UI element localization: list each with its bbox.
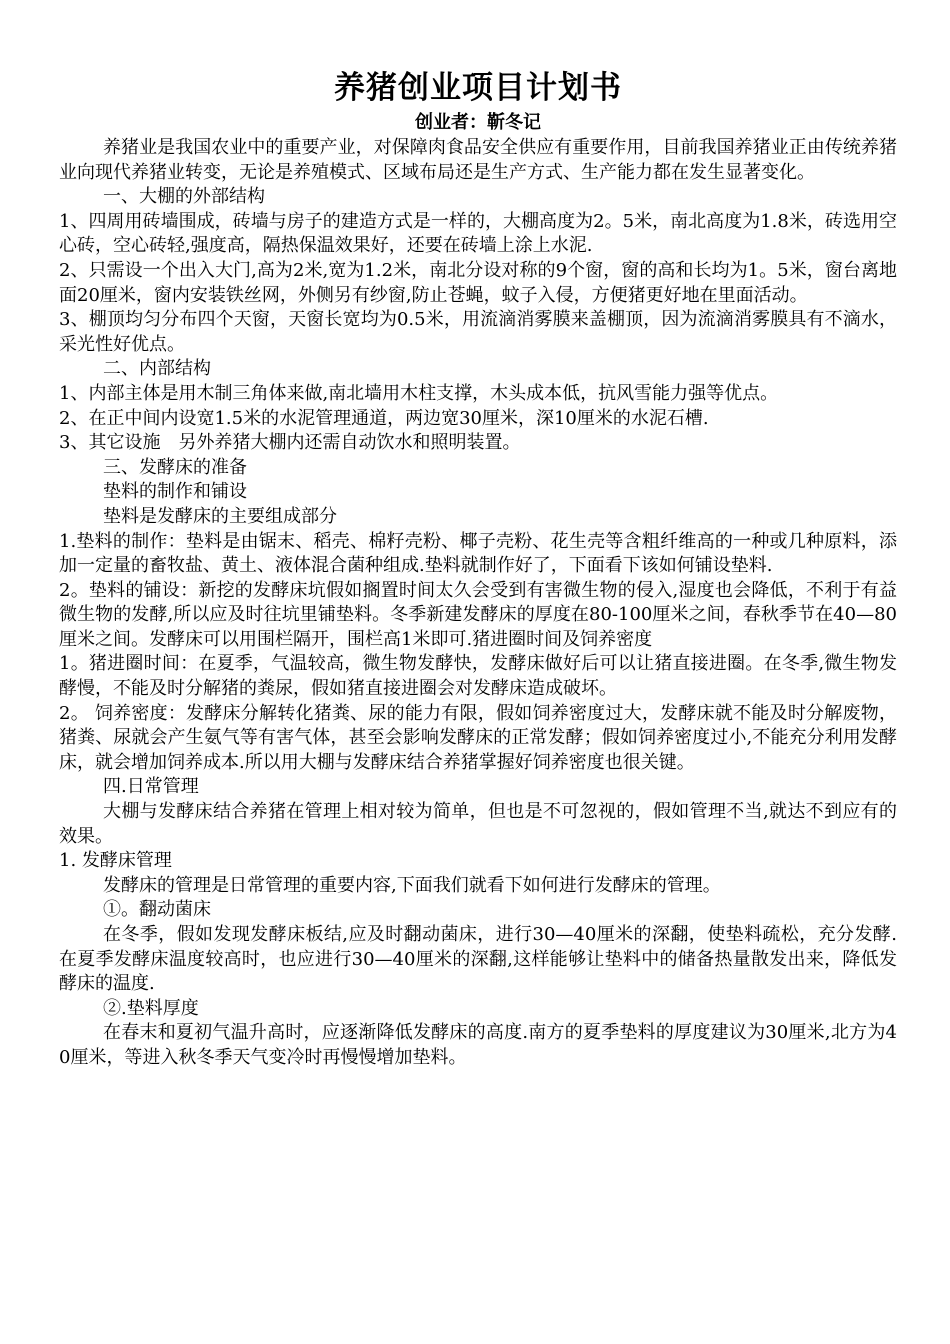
paragraph: ①。翻动菌床 (103, 899, 211, 921)
paragraph: 在春末和夏初气温升高时，应逐渐降低发酵床的高度.南方的夏季垫料的厚度建议为30厘米,北方为40厘米，等进入秋冬季天气变冷时再慢慢增加垫料。 (59, 1022, 897, 1068)
paragraph: 3、其它设施 另外养猪大棚内还需自动饮水和照明装置。 (59, 432, 521, 454)
paragraph: 2。 饲养密度：发酵床分解转化猪粪、尿的能力有限，假如饲养密度过大，发酵床就不能及时分解废物，猪粪、尿就会产生氨气等有害气体，甚至会影响发酵床的正常发酵；假如饲养密度过小,不能充分利用发酵床，就会增加饲养成本.所以用大棚与发酵床结合养猪掌握好饲养密度也很关键。 (59, 702, 897, 773)
paragraph: 1、四周用砖墙围成，砖墙与房子的建造方式是一样的，大棚高度为2。5米，南北高度为1.8米，砖选用空心砖，空心砖轻,强度高，隔热保温效果好，还要在砖墙上涂上水泥. (59, 210, 897, 257)
paragraph: 2、只需设一个出入大门,高为2米,宽为1.2米，南北分设对称的9个窗，窗的高和长均为1。5米，窗台离地面20厘米，窗内安装铁丝网，外侧另有纱窗,防止苍蝇，蚊子入侵，方便猪更好地在里面活动。 (59, 259, 897, 306)
paragraph: 四.日常管理 (103, 776, 199, 798)
paragraph: 二、内部结构 (103, 358, 211, 380)
paragraph: 养猪业是我国农业中的重要产业，对保障肉食品安全供应有重要作用，目前我国养猪业正由传统养猪业向现代养猪业转变，无论是养殖模式、区域布局还是生产方式、生产能力都在发生显著变化。 (59, 137, 897, 183)
paragraph: 1、内部主体是用木制三角体来做,南北墙用木柱支撑，木头成本低，抗风雪能力强等优点。 (59, 382, 779, 404)
document-title: 养猪创业项目计划书 (334, 70, 622, 106)
paragraph: 垫料的制作和铺设 (103, 481, 247, 503)
paragraph: 大棚与发酵床结合养猪在管理上相对较为简单，但也是不可忽视的，假如管理不当,就达不到应有的效果。 (59, 801, 897, 847)
paragraph: 2、在正中间内设宽1.5米的水泥管理通道，两边宽30厘米，深10厘米的水泥石槽. (59, 407, 709, 429)
paragraph: 发酵床的管理是日常管理的重要内容,下面我们就看下如何进行发酵床的管理。 (103, 874, 721, 896)
paragraph: 1.垫料的制作：垫料是由锯末、稻壳、棉籽壳粉、椰子壳粉、花生壳等含粗纤维高的一种或几种原料，添加一定量的畜牧盐、黄土、液体混合菌种组成.垫料就制作好了，下面看下该如何铺设垫料. (59, 530, 897, 577)
paragraph: 3、棚顶均匀分布四个天窗，天窗长宽均为0.5米，用流滴消雾膜来盖棚顶，因为流滴消雾膜具有不滴水，采光性好优点。 (59, 309, 897, 355)
paragraph: 1。猪进圈时间：在夏季，气温较高，微生物发酵快，发酵床做好后可以让猪直接进圈。在冬季,微生物发酵慢，不能及时分解猪的粪尿，假如猪直接进圈会对发酵床造成破坏。 (59, 653, 897, 700)
paragraph: 2。垫料的铺设：新挖的发酵床坑假如搁置时间太久会受到有害微生物的侵入,湿度也会降低，不利于有益微生物的发酵,所以应及时往坑里铺垫料。冬季新建发酵床的厚度在80-100厘米之间，春秋季节在40—80厘米之间。发酵床可以用围栏隔开，围栏高1米即可.猪进圈时间及饲养密度 (59, 579, 897, 650)
paragraph: ②.垫料厚度 (103, 997, 199, 1019)
document-author: 创业者：靳冬记 (415, 112, 541, 133)
paragraph: 一、大棚的外部结构 (103, 186, 265, 208)
paragraph: 1. 发酵床管理 (59, 850, 172, 872)
paragraph: 在冬季，假如发现发酵床板结,应及时翻动菌床，进行30—40厘米的深翻，使垫料疏松，充分发酵.在夏季发酵床温度较高时，也应进行30—40厘米的深翻,这样能够让垫料中的储备热量散发出来，降低发酵床的温度. (59, 924, 897, 995)
paragraph-list (59, 136, 897, 1071)
paragraph: 三、发酵床的准备 (103, 456, 247, 478)
document-body (59, 66, 897, 1071)
paragraph: 垫料是发酵床的主要组成部分 (103, 505, 337, 527)
